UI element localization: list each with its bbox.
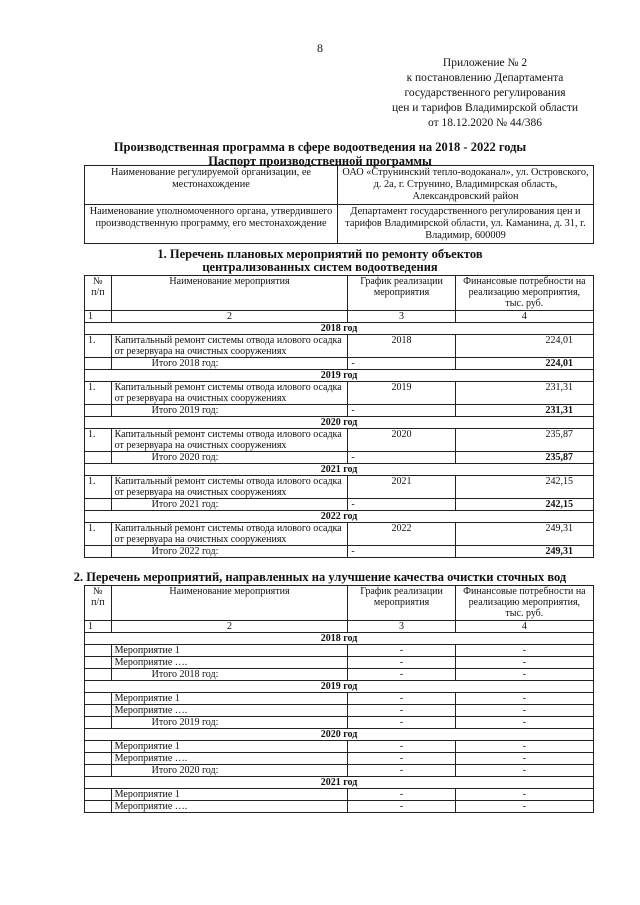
total-amount: - [455, 669, 593, 681]
total-amount: 235,87 [455, 452, 593, 464]
repair-events-table [84, 275, 594, 558]
row-amount: - [455, 645, 593, 657]
total-label: Итого 2022 год: [111, 546, 348, 558]
row-schedule: - [348, 657, 455, 669]
appendix-line: цен и тарифов Владимирской области [391, 102, 579, 114]
row-schedule: - [348, 753, 455, 765]
total-label: Итого 2020 год: [111, 452, 348, 464]
col-number: 1 [85, 311, 112, 323]
col-number: 1 [85, 621, 112, 633]
col-header-finance: Финансовые потребности на реализацию мероприятия, тыс. руб. [455, 586, 593, 621]
row-amount: 224,01 [455, 335, 593, 358]
total-row [85, 405, 594, 417]
row-amount: - [455, 753, 593, 765]
section-2-heading: 2. Перечень мероприятий, направленных на улучшение качества очистки сточных вод [73, 570, 567, 584]
total-schedule: - [348, 358, 455, 370]
total-label: Итого 2019 год: [111, 717, 348, 729]
total-amount: 231,31 [455, 405, 593, 417]
total-row [85, 499, 594, 511]
table-row [85, 476, 594, 499]
col-number: 3 [348, 311, 455, 323]
col-header-name: Наименование мероприятия [111, 586, 348, 621]
table-row [85, 335, 594, 358]
year-row: 2019 год [85, 681, 594, 693]
table-row [85, 741, 594, 753]
total-row [85, 358, 594, 370]
section-1-heading: 1. Перечень плановых мероприятий по ремонту объектов централизованных систем водоотведения [157, 247, 483, 274]
row-num: 1. [85, 382, 112, 405]
table-row [85, 801, 594, 813]
passport-table [84, 165, 594, 244]
row-name: Мероприятие 1 [111, 741, 348, 753]
row-schedule: - [348, 645, 455, 657]
col-header-finance: Финансовые потребности на реализацию мероприятия, тыс. руб. [455, 276, 593, 311]
table-row [85, 657, 594, 669]
total-schedule: - [348, 499, 455, 511]
table-row [85, 789, 594, 801]
total-label: Итого 2018 год: [111, 669, 348, 681]
col-header-schedule: График реализации мероприятия [348, 276, 455, 311]
total-amount: - [455, 717, 593, 729]
total-amount: - [455, 765, 593, 777]
row-schedule: - [348, 789, 455, 801]
total-schedule: - [348, 717, 455, 729]
year-row: 2020 год [85, 417, 594, 429]
col-number: 4 [455, 311, 593, 323]
total-schedule: - [348, 452, 455, 464]
row-schedule: - [348, 741, 455, 753]
total-row [85, 452, 594, 464]
total-schedule: - [348, 546, 455, 558]
passport-authority-label: Наименование уполномоченного органа, утвердившего производственную программу, его местонахождение [85, 205, 338, 244]
table-row [85, 429, 594, 452]
row-name: Капитальный ремонт системы отвода илового осадка от резервуара на очистных сооружениях [111, 476, 348, 499]
title-line-1: Производственная программа в сфере водоотведения на 2018 - 2022 годы [113, 140, 527, 154]
year-row: 2018 год [85, 633, 594, 645]
total-amount: 249,31 [455, 546, 593, 558]
row-schedule: 2020 [348, 429, 455, 452]
year-row: 2019 год [85, 370, 594, 382]
row-name: Капитальный ремонт системы отвода илового осадка от резервуара на очистных сооружениях [111, 382, 348, 405]
row-amount: - [455, 693, 593, 705]
row-name: Капитальный ремонт системы отвода илового осадка от резервуара на очистных сооружениях [111, 429, 348, 452]
row-amount: 235,87 [455, 429, 593, 452]
row-amount: 249,31 [455, 523, 593, 546]
table-row [85, 645, 594, 657]
passport-org-label: Наименование регулируемой организации, ее местонахождение [85, 166, 338, 205]
row-name: Мероприятие 1 [111, 789, 348, 801]
total-label: Итого 2018 год: [111, 358, 348, 370]
row-amount: 242,15 [455, 476, 593, 499]
table-row [85, 382, 594, 405]
col-header-num: № п/п [85, 276, 112, 311]
col-header-name: Наименование мероприятия [111, 276, 348, 311]
table-row [85, 753, 594, 765]
row-schedule: 2021 [348, 476, 455, 499]
row-amount: - [455, 741, 593, 753]
row-num: 1. [85, 335, 112, 358]
row-num: 1. [85, 476, 112, 499]
col-number: 2 [111, 311, 348, 323]
col-number: 4 [455, 621, 593, 633]
total-schedule: - [348, 765, 455, 777]
appendix-line: к постановлению Департамента [406, 72, 564, 84]
row-name: Мероприятие …. [111, 753, 348, 765]
table-row [85, 693, 594, 705]
total-label: Итого 2019 год: [111, 405, 348, 417]
total-schedule: - [348, 405, 455, 417]
total-amount: 242,15 [455, 499, 593, 511]
document-title [0, 140, 640, 168]
row-schedule: - [348, 705, 455, 717]
row-name: Мероприятие …. [111, 705, 348, 717]
col-header-schedule: График реализации мероприятия [348, 586, 455, 621]
row-name: Капитальный ремонт системы отвода илового осадка от резервуара на очистных сооружениях [111, 335, 348, 358]
col-header-num: № п/п [85, 586, 112, 621]
appendix-block [375, 56, 595, 131]
appendix-line: государственного регулирования [404, 87, 566, 99]
page-number: 8 [317, 41, 323, 55]
title-line-2: Паспорт производственной программы [208, 154, 432, 168]
row-name: Капитальный ремонт системы отвода илового осадка от резервуара на очистных сооружениях [111, 523, 348, 546]
passport-authority-value: Департамент государственного регулирования цен и тарифов Владимирской области, ул. Каманина, д. 31, г. Владимир, 600009 [338, 205, 594, 244]
row-amount: - [455, 789, 593, 801]
total-amount: 224,01 [455, 358, 593, 370]
table-row [85, 705, 594, 717]
row-num: 1. [85, 523, 112, 546]
row-schedule: 2019 [348, 382, 455, 405]
year-row: 2022 год [85, 511, 594, 523]
year-row: 2020 год [85, 729, 594, 741]
col-number: 3 [348, 621, 455, 633]
total-label: Итого 2021 год: [111, 499, 348, 511]
total-schedule: - [348, 669, 455, 681]
row-num: 1. [85, 429, 112, 452]
total-label: Итого 2020 год: [111, 765, 348, 777]
total-row [85, 717, 594, 729]
passport-org-value: ОАО «Струнинский тепло-водоканал», ул. Островского, д. 2а, г. Струнино, Владимирская область, Александровский район [338, 166, 594, 205]
year-row: 2021 год [85, 777, 594, 789]
year-row: 2021 год [85, 464, 594, 476]
total-row [85, 765, 594, 777]
col-number: 2 [111, 621, 348, 633]
quality-events-table [84, 585, 594, 813]
appendix-line: Приложение № 2 [442, 57, 528, 69]
row-schedule: - [348, 693, 455, 705]
row-schedule: 2018 [348, 335, 455, 358]
appendix-line: от 18.12.2020 № 44/386 [428, 117, 542, 129]
row-schedule: - [348, 801, 455, 813]
row-name: Мероприятие 1 [111, 693, 348, 705]
row-amount: - [455, 801, 593, 813]
row-schedule: 2022 [348, 523, 455, 546]
row-amount: - [455, 705, 593, 717]
year-row: 2018 год [85, 323, 594, 335]
table-row [85, 523, 594, 546]
total-row [85, 546, 594, 558]
row-name: Мероприятие 1 [111, 645, 348, 657]
row-name: Мероприятие …. [111, 657, 348, 669]
total-row [85, 669, 594, 681]
row-amount: - [455, 657, 593, 669]
row-name: Мероприятие …. [111, 801, 348, 813]
row-amount: 231,31 [455, 382, 593, 405]
